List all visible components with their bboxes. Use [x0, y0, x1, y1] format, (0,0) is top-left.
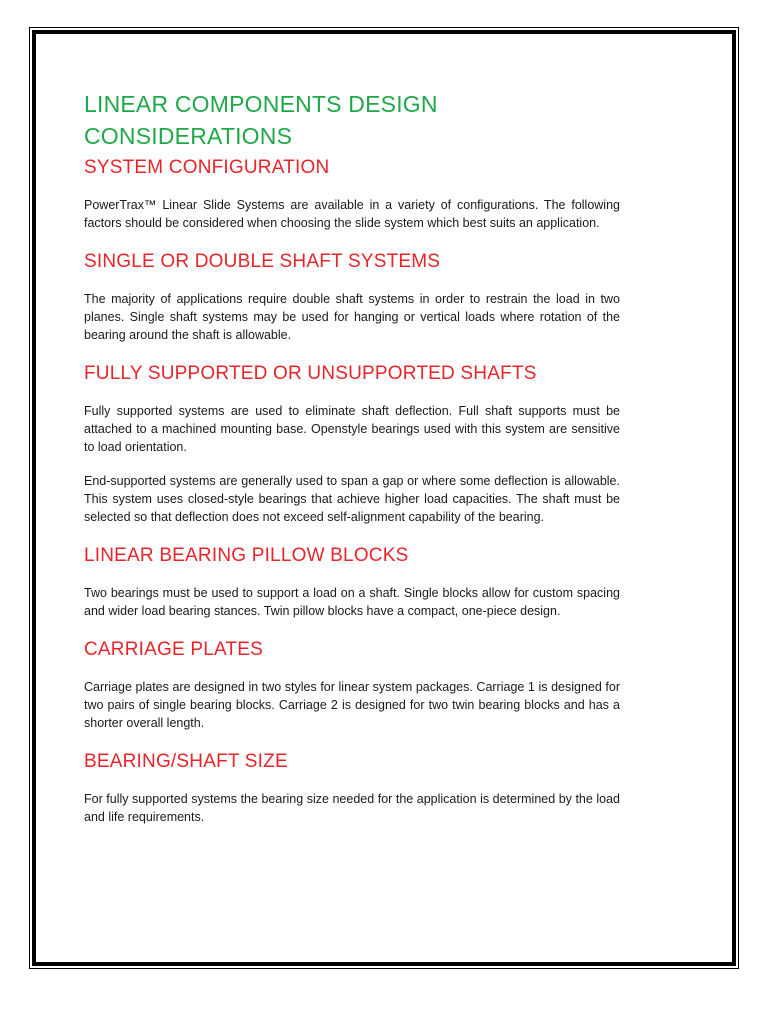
- paragraph-system-configuration: PowerTrax™ Linear Slide Systems are available in a variety of configurations. The following factors should be considered when choosing the slide system which best suits an application.: [84, 198, 620, 230]
- section-heading-supported-shafts: FULLY SUPPORTED OR UNSUPPORTED SHAFTS: [84, 363, 537, 384]
- paragraph-bearing-shaft-size: For fully supported systems the bearing size needed for the application is determined by the load and life requirements.: [84, 792, 620, 824]
- section-heading-pillow-blocks: LINEAR BEARING PILLOW BLOCKS: [84, 545, 409, 566]
- section-heading-carriage-plates: CARRIAGE PLATES: [84, 639, 263, 660]
- paragraph-single-double-shaft: The majority of applications require double shaft systems in order to restrain the load in two planes. Single shaft systems may be used for hanging or vertical loads where rotation of the bearing around the shaft is allowable.: [84, 292, 620, 342]
- paragraph-carriage-plates: Carriage plates are designed in two styles for linear system packages. Carriage 1 is designed for two pairs of single bearing blocks. Carriage 2 is designed for two twin bearing blocks and has a shorter overall length.: [84, 680, 620, 730]
- paragraph-end-supported: End-supported systems are generally used to span a gap or where some deflection is allowable. This system uses closed-style bearings that achieve higher load capacities. The shaft must be selected so that deflection does not exceed self-alignment capability of the bearing.: [84, 474, 620, 524]
- section-heading-single-double-shaft: SINGLE OR DOUBLE SHAFT SYSTEMS: [84, 251, 441, 272]
- paragraph-fully-supported: Fully supported systems are used to eliminate shaft deflection. Full shaft supports must be attached to a machined mounting base. Openstyle bearings used with this system are sensitive to load orientation.: [84, 404, 620, 454]
- section-heading-bearing-shaft-size: BEARING/SHAFT SIZE: [84, 751, 288, 772]
- paragraph-pillow-blocks: Two bearings must be used to support a load on a shaft. Single blocks allow for custom spacing and wider load bearing stances. Twin pillow blocks have a compact, one-piece design.: [84, 586, 620, 618]
- document-title: LINEAR COMPONENTS DESIGN CONSIDERATIONS: [84, 91, 438, 149]
- section-heading-system-configuration: SYSTEM CONFIGURATION: [84, 157, 330, 178]
- document-content: [84, 88, 620, 826]
